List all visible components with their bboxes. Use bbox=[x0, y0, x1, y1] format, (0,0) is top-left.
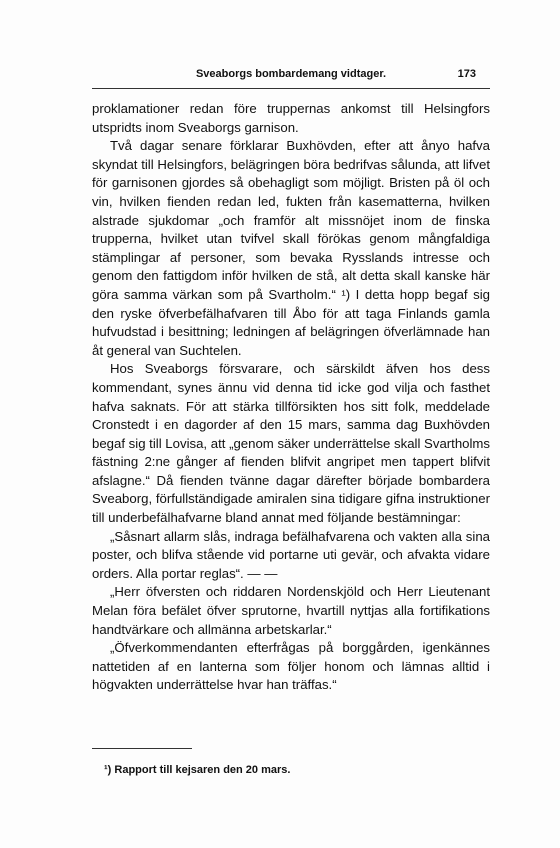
paragraph: Hos Sveaborgs försvarare, och särskildt äfven hos dess kommendant, synes ännu vid denna tid icke god vilja och fasthet hafva saknats. För att stärka tillförsikten hos sitt folk, meddelade Cronstedt i en dagorder af den 15 mars, samma dag Buxhövden begaf sig till Lovisa, att „genom säker underrättelse skall Svartholms fästning 2:ne gånger af fienden blifvit angripet men tappert blifvit afslagne.“ Då fienden tvänne dagar därefter började bombardera Sveaborg, förfullständigade amiralen sina tidigare gifna instruktioner till underbefälhafvarne bland annat med följande bestämningar: bbox=[92, 361, 491, 526]
header-rule bbox=[92, 88, 490, 89]
running-title: Sveaborgs bombardemang vidtager. bbox=[195, 68, 387, 80]
quote-paragraph: „Såsnart allarm slås, indraga befälhafvarena och vakten alla sina poster, och blifva stående vid portarne uti gevär, och afvakta vidare orders. Alla portar reglas“. — — bbox=[92, 528, 490, 581]
footnote: ¹) Rapport till kejsaren den 20 mars. bbox=[104, 764, 291, 776]
paragraph: proklamationer redan före truppernas ankomst till Helsingfors utspridts inom Sveaborgs garnison. bbox=[92, 101, 490, 135]
body-text bbox=[92, 100, 490, 695]
running-header bbox=[92, 68, 490, 86]
quote-paragraph: „Herr öfversten och riddaren Nordenskjöld och Herr Lieutenant Melan föra befälet öfver sprutorne, hvartill nyttjas alla fortifikations handtvärkare och allmänna arbetskarlar.“ bbox=[92, 584, 490, 637]
footnote-rule bbox=[92, 748, 192, 749]
paragraph: Två dagar senare förklarar Buxhövden, efter att ånyo hafva skyndat till Helsingfors, belägringen böra bedrifvas sålunda, att lifvet för garnisonen gjordes så obehagligt som möjligt. Bristen på öl och vin, hvilken fienden redan led, fukten från kasematterna, hvilken alstrade sjukdomar „och framför alt missnöjet inom de finska trupperna, hvilket utan tvifvel skall förökas genom mångfaldiga stämplingar af personer, som bevaka Rysslands intresse och genom den fattigdom inför hvilken de stå, alt detta skall kanske här göra samma värkan som på Svartholm.“ ¹) I detta hopp begaf sig den ryske öfverbefälhafvaren till Åbo för att taga Finlands gamla hufvudstad i besittning; ledningen af belägringen öfverlämnade han åt general van Suchtelen. bbox=[92, 138, 490, 358]
quote-paragraph: „Öfverkommendanten efterfrågas på borggården, igenkännes nattetiden af en lanterna som följer honom och lämnas alltid i högvakten underrättelse hvar han träffas.“ bbox=[92, 640, 490, 693]
page-number: 173 bbox=[457, 68, 476, 80]
